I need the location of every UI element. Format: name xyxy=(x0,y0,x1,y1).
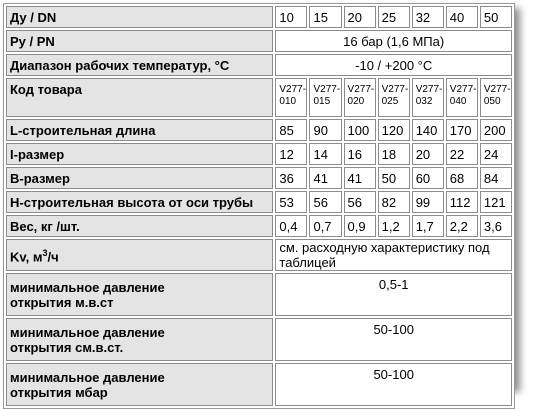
code-cell: V277-015 xyxy=(313,84,341,107)
label-line: минимальное давление xyxy=(10,369,165,385)
table-cell: 18 xyxy=(378,143,410,165)
row-label-pressure xyxy=(6,273,273,316)
table-cell: 82 xyxy=(378,191,410,213)
table-cell: 22 xyxy=(446,143,478,165)
table-cell: 56 xyxy=(309,191,341,213)
table-cell: 85 xyxy=(275,119,307,141)
kv-label-tail: /ч xyxy=(47,249,59,265)
table-cell: 16 xyxy=(344,143,376,165)
table-cell: 0,9 xyxy=(344,215,376,237)
code-cell: V277-025 xyxy=(381,84,409,107)
kv-label-sup: 3 xyxy=(42,247,48,258)
spec-table-frame xyxy=(3,3,515,400)
table-cell: 24 xyxy=(480,143,512,165)
row-pressure-mbar xyxy=(6,363,512,406)
row-kv xyxy=(6,239,512,271)
code-cell: V277-032 xyxy=(415,84,443,107)
table-cell: 3,6 xyxy=(480,215,512,237)
cell-dn-50: 50 xyxy=(480,6,512,28)
table-cell: 50 xyxy=(378,167,410,189)
label-line: открытия м.в.ст xyxy=(10,294,114,310)
table-cell: 56 xyxy=(344,191,376,213)
cell-pn: 16 бар (1,6 МПа) xyxy=(275,30,512,52)
code-cell: V277-020 xyxy=(347,84,375,107)
row-pn xyxy=(6,30,512,52)
row-pressure-cmws xyxy=(6,318,512,361)
table-cell: 84 xyxy=(480,167,512,189)
table-cell: 140 xyxy=(412,119,444,141)
code-cell: V277-040 xyxy=(449,84,477,107)
kv-label-main: Kv, м xyxy=(10,249,43,265)
row-label: B-размер xyxy=(6,167,273,189)
row-length xyxy=(6,119,512,141)
table-cell: 20 xyxy=(412,143,444,165)
table-cell: 14 xyxy=(309,143,341,165)
row-label: Вес, кг /шт. xyxy=(6,215,273,237)
row-label-kv xyxy=(6,239,273,271)
table-cell: 68 xyxy=(446,167,478,189)
table-cell: 0,4 xyxy=(275,215,307,237)
table-cell: 1,2 xyxy=(378,215,410,237)
row-label-pressure xyxy=(6,318,273,361)
cell-dn-10: 10 xyxy=(275,6,307,28)
table-cell: 200 xyxy=(480,119,512,141)
table-cell: 0,7 xyxy=(309,215,341,237)
row-i-size xyxy=(6,143,512,165)
table-cell: 60 xyxy=(412,167,444,189)
table-cell: 36 xyxy=(275,167,307,189)
code-cell: V277-010 xyxy=(279,84,307,107)
label-line: минимальное давление xyxy=(10,324,165,340)
table-cell: 121 xyxy=(480,191,512,213)
table-cell: 120 xyxy=(378,119,410,141)
cell-dn-32: 32 xyxy=(412,6,444,28)
table-cell: 1,7 xyxy=(412,215,444,237)
code-cell: V277-050 xyxy=(483,84,511,107)
cell-dn-25: 25 xyxy=(378,6,410,28)
label-line: минимальное давление xyxy=(10,279,165,295)
table-cell: 41 xyxy=(309,167,341,189)
table-cell: 41 xyxy=(344,167,376,189)
cell-temp: -10 / +200 °С xyxy=(275,54,512,76)
cell-dn-15: 15 xyxy=(309,6,341,28)
spec-table xyxy=(3,3,515,409)
row-code xyxy=(6,78,512,117)
row-label: I-размер xyxy=(6,143,273,165)
row-label: Ру / PN xyxy=(6,30,273,52)
row-label: L-строительная длина xyxy=(6,119,273,141)
table-cell: 170 xyxy=(446,119,478,141)
cell-pressure-cmws: 50-100 xyxy=(275,318,512,361)
table-cell: 99 xyxy=(412,191,444,213)
table-cell: 100 xyxy=(344,119,376,141)
row-label: Код товара xyxy=(6,78,273,117)
cell-dn-40: 40 xyxy=(446,6,478,28)
cell-kv: см. расходную характеристику под таблицей xyxy=(275,239,512,271)
table-cell: 12 xyxy=(275,143,307,165)
label-line: открытия мбар xyxy=(10,384,108,400)
row-dn xyxy=(6,6,512,28)
label-line: открытия см.в.ст. xyxy=(10,339,124,355)
row-temp xyxy=(6,54,512,76)
cell-dn-20: 20 xyxy=(344,6,376,28)
table-cell: 90 xyxy=(309,119,341,141)
row-weight xyxy=(6,215,512,237)
row-h-height xyxy=(6,191,512,213)
row-label: Диапазон рабочих температур, °С xyxy=(6,54,273,76)
cell-pressure-mws: 0,5-1 xyxy=(275,273,512,316)
table-cell: 53 xyxy=(275,191,307,213)
table-cell: 2,2 xyxy=(446,215,478,237)
cell-pressure-mbar: 50-100 xyxy=(275,363,512,406)
row-label: H-строительная высота от оси трубы xyxy=(6,191,273,213)
row-b-size xyxy=(6,167,512,189)
row-label-pressure xyxy=(6,363,273,406)
row-pressure-mws xyxy=(6,273,512,316)
row-label: Ду / DN xyxy=(6,6,273,28)
table-cell: 112 xyxy=(446,191,478,213)
